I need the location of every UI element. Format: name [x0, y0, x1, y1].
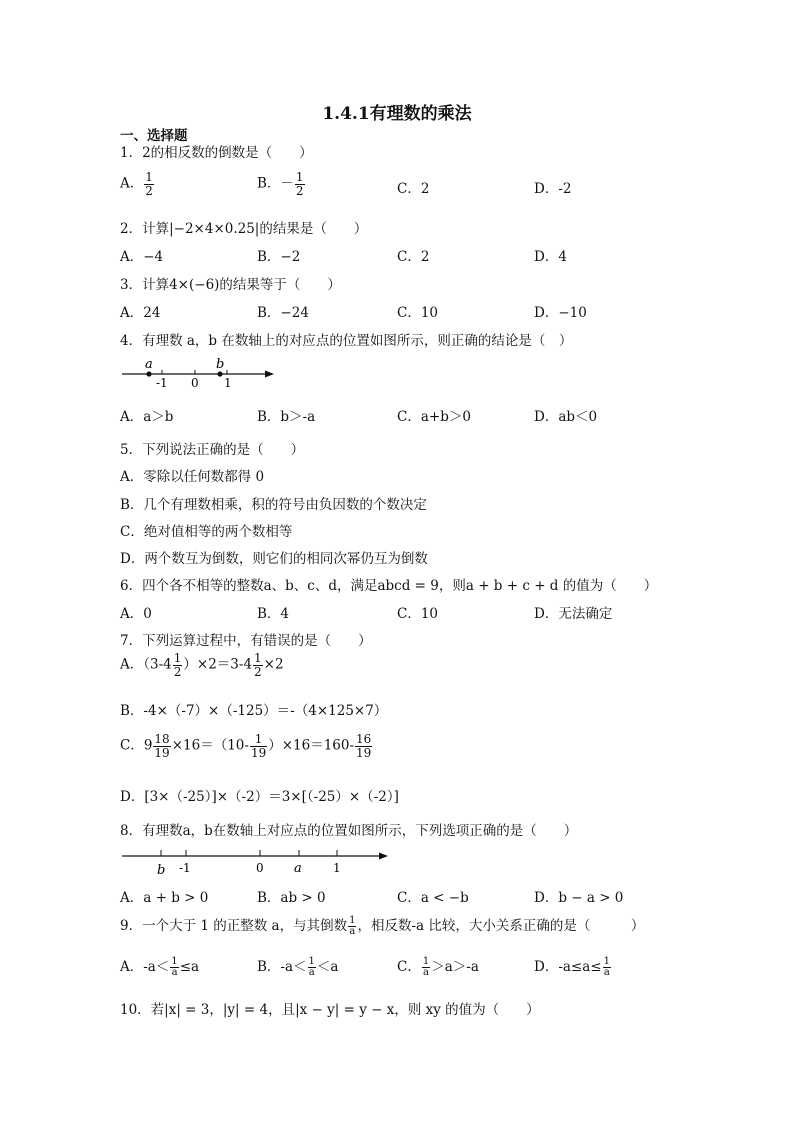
question-2-options — [120, 245, 680, 269]
option-d: D．−10 — [534, 305, 587, 321]
point-b — [217, 371, 222, 376]
section-heading: 一、选择题 — [120, 128, 188, 144]
question-8-stem: 8．有理数a，b在数轴上对应点的位置如图所示，下列选项正确的是（ ） — [120, 823, 578, 839]
option-c: C．2 — [397, 249, 430, 265]
question-8-options — [120, 886, 680, 910]
option-d: D．ab＜0 — [534, 409, 598, 425]
question-1-stem: 1．2的相反数的倒数是（ ） — [120, 145, 313, 161]
option-c: C． $\frac{1}{a}$ ＞a＞-a — [397, 955, 479, 978]
tick-label: 1 — [333, 861, 341, 875]
question-5-stem: 5．下列说法正确的是（ ） — [120, 442, 305, 458]
option-b: B．ab > 0 — [257, 890, 326, 906]
question-9-stem: 9．一个大于 1 的正整数 a，与其倒数 $\frac{1}{a}$ ，相反数-a 比较，大小关系正确的是（ ） — [120, 914, 645, 937]
tick-label: 0 — [256, 861, 264, 875]
option-c: C．9 $\frac{18}{19}$ ×16＝（10- $\frac{1}{19}$ ）×16＝160- $\frac{16}{19}$ — [120, 732, 372, 760]
question-6-stem: 6．四个各不相等的整数a、b、c、d，满足abcd = 9，则a + b + c + d 的值为（ ） — [120, 578, 658, 594]
option-a: A．a + b > 0 — [120, 890, 209, 906]
question-10-stem: 10．若|x| = 3，|y| = 4，且|x − y| = y − x，则 xy 的值为（ ） — [120, 1002, 540, 1018]
option-b: B．−24 — [257, 305, 309, 321]
question-2-stem: 2．计算|−2×4×0.25|的结果是（ ） — [120, 221, 368, 237]
page-title: 1.4.1有理数的乘法 — [322, 104, 472, 124]
question-3-stem: 3．计算4×(−6)的结果等于（ ） — [120, 277, 341, 293]
label-b: b — [157, 863, 166, 878]
tick-label: 0 — [191, 376, 199, 390]
question-6-options — [120, 602, 680, 626]
option-c: C．a < −b — [397, 890, 469, 906]
question-9-options — [120, 955, 680, 985]
tick-label: 1 — [224, 376, 232, 390]
option-b: B．-4×（-7）×（-125）＝-（4×125×7） — [120, 703, 388, 719]
question-3-options — [120, 301, 680, 325]
question-7-stem: 7．下列运算过程中，有错误的是（ ） — [120, 633, 372, 649]
option-d: D．-2 — [534, 181, 572, 197]
option-b: B．b＞-a — [257, 409, 316, 425]
option-c: C．a+b＞0 — [397, 409, 471, 425]
option-c: C．绝对值相等的两个数相等 — [120, 524, 293, 540]
label-b: b — [216, 357, 225, 372]
option-a: A． $\frac{1}{2}$ — [120, 170, 153, 198]
option-b: B．几个有理数相乘，积的符号由负因数的个数决定 — [120, 497, 427, 513]
option-d: D．b − a > 0 — [534, 890, 624, 906]
option-a: A．-a＜ $\frac{1}{a}$ ≤a — [120, 955, 200, 978]
option-a: A．零除以任何数都得 0 — [120, 469, 265, 485]
label-a: a — [294, 861, 302, 876]
point-a — [146, 371, 151, 376]
option-b: B．−2 — [257, 249, 301, 265]
number-line-q4 — [118, 354, 278, 390]
question-1-options — [120, 170, 680, 198]
option-a: A．24 — [120, 305, 161, 321]
option-b: B．－ $\frac{1}{2}$ — [257, 170, 304, 198]
tick-label: -1 — [179, 861, 191, 875]
question-4-stem: 4．有理数 a，b 在数轴上的对应点的位置如图所示，则正确的结论是（ ） — [120, 333, 573, 349]
question-4-options — [120, 405, 680, 429]
option-a: A．a＞b — [120, 409, 174, 425]
option-a: A．（3-4 $\frac{1}{2}$ ）×2＝3-4 $\frac{1}{2}$ ×2 — [120, 651, 284, 679]
option-d: D．两个数互为倒数，则它们的相同次幂仍互为倒数 — [120, 551, 428, 567]
option-a: A．−4 — [120, 249, 164, 265]
option-a: A．0 — [120, 606, 152, 622]
tick-label: -1 — [156, 376, 168, 390]
option-c: C．2 — [397, 181, 430, 197]
option-d: D．无法确定 — [534, 606, 613, 622]
option-d: D．[3×（-25）]×（-2）＝3×[（-25）×（-2）] — [120, 789, 399, 805]
option-b: B．4 — [257, 606, 290, 622]
option-c: C．10 — [397, 606, 439, 622]
option-d: D．-a≤a≤ $\frac{1}{a}$ — [534, 955, 610, 978]
option-d: D．4 — [534, 249, 567, 265]
option-b: B．-a＜ $\frac{1}{a}$ ＜a — [257, 955, 339, 978]
option-c: C．10 — [397, 305, 439, 321]
label-a: a — [145, 357, 153, 372]
number-line-q8 — [118, 846, 394, 880]
